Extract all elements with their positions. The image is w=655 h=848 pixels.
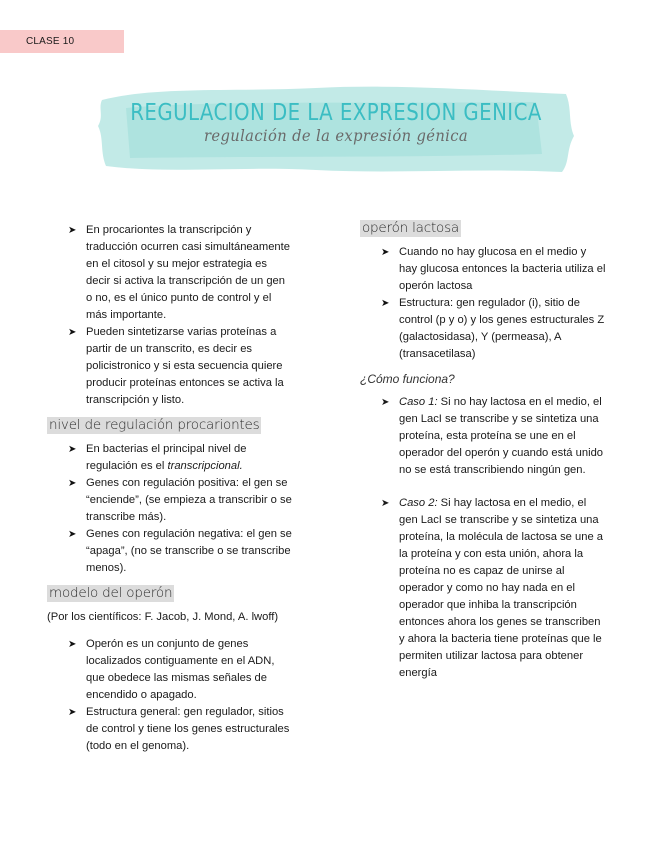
case-2: ➤ Caso 2: Si hay lactosa en el medio, el gen LacI se transcribe y se sintetiza una proteína, la molécula de lactosa se une a la proteína y con esta unión, ahora la proteína no es capaz de unirse al operador y como no hay nada en el operador que inhiba la transcripción entonces ahora los genes se transcriben y ahora la bacteria tiene proteínas que le permiten utilizar lactosa para obtener energía [381, 497, 603, 679]
intro-list [47, 222, 292, 409]
class-tag: CLASE 10 [0, 30, 124, 53]
arrow-bullet-icon: ➤ [381, 397, 390, 408]
lac-operon-list [360, 244, 606, 363]
list-item: ➤ Estructura: gen regulador (i), sitio de control (p y o) y los genes estructurales Z (galactosidasa), Y (permeasa), A (transacetilasa) [381, 297, 605, 360]
right-column [360, 222, 606, 682]
arrow-bullet-icon: ➤ [68, 707, 77, 718]
arrow-bullet-icon: ➤ [68, 478, 77, 489]
section-heading-regulation: nivel de regulación procariontes [49, 417, 260, 433]
page-title: REGULACION DE LA EXPRESION GENICA [130, 100, 542, 126]
page-subtitle: regulación de la expresión génica [203, 126, 469, 145]
scientists-note: (Por los científicos: F. Jacob, J. Mond, A. lwoff) [47, 611, 279, 623]
how-it-works-subheading: ¿Cómo funciona? [360, 372, 455, 386]
list-item: ➤ Estructura general: gen regulador, sitios de control y tiene los genes estructurales (todo en el genoma). [68, 706, 290, 752]
arrow-bullet-icon: ➤ [68, 639, 77, 650]
arrow-bullet-icon: ➤ [68, 444, 77, 455]
list-item: ➤ Genes con regulación positiva: el gen se “enciende”, (se empieza a transcribir o se transcribe más). [68, 477, 292, 523]
list-item: ➤ En bacterias el principal nivel de regulación es el transcripcional. [68, 443, 247, 472]
case-1: ➤ Caso 1: Si no hay lactosa en el medio, el gen LacI se transcribe y se sintetiza una proteína, esta proteína se une en el operador del operón y cuando está unido no se está transcribiendo ningún gen. [381, 396, 604, 476]
list-item: ➤ Genes con regulación negativa: el gen se “apaga”, (no se transcribe o se transcribe menos). [68, 528, 292, 574]
left-column [47, 222, 292, 755]
section-heading-operon-model: modelo del operón [49, 585, 173, 601]
list-item: ➤ En procariontes la transcripción y traducción ocurren casi simultáneamente en el citosol y su mejor estrategia es decir si activa la transcripción de un gen o no, es el único punto de control y el más importante. [68, 224, 290, 321]
operon-list [47, 636, 292, 755]
list-item: ➤ Pueden sintetizarse varias proteínas a partir de un transcrito, es decir es policistronico y si esta secuencia quiere producir proteínas entonces se activa la transcripción y listo. [68, 326, 284, 406]
arrow-bullet-icon: ➤ [381, 498, 390, 509]
section-heading-lac-operon: operón lactosa [362, 220, 459, 236]
arrow-bullet-icon: ➤ [381, 247, 390, 258]
list-item: ➤ Operón es un conjunto de genes localizados contiguamente en el ADN, que obedece las mismas señales de encendido o apagado. [68, 638, 275, 701]
list-item: ➤ Cuando no hay glucosa en el medio y hay glucosa entonces la bacteria utiliza el operón lactosa [381, 246, 606, 292]
arrow-bullet-icon: ➤ [381, 298, 390, 309]
arrow-bullet-icon: ➤ [68, 225, 77, 236]
title-banner [96, 78, 576, 178]
arrow-bullet-icon: ➤ [68, 327, 77, 338]
arrow-bullet-icon: ➤ [68, 529, 77, 540]
regulation-list [47, 441, 292, 577]
